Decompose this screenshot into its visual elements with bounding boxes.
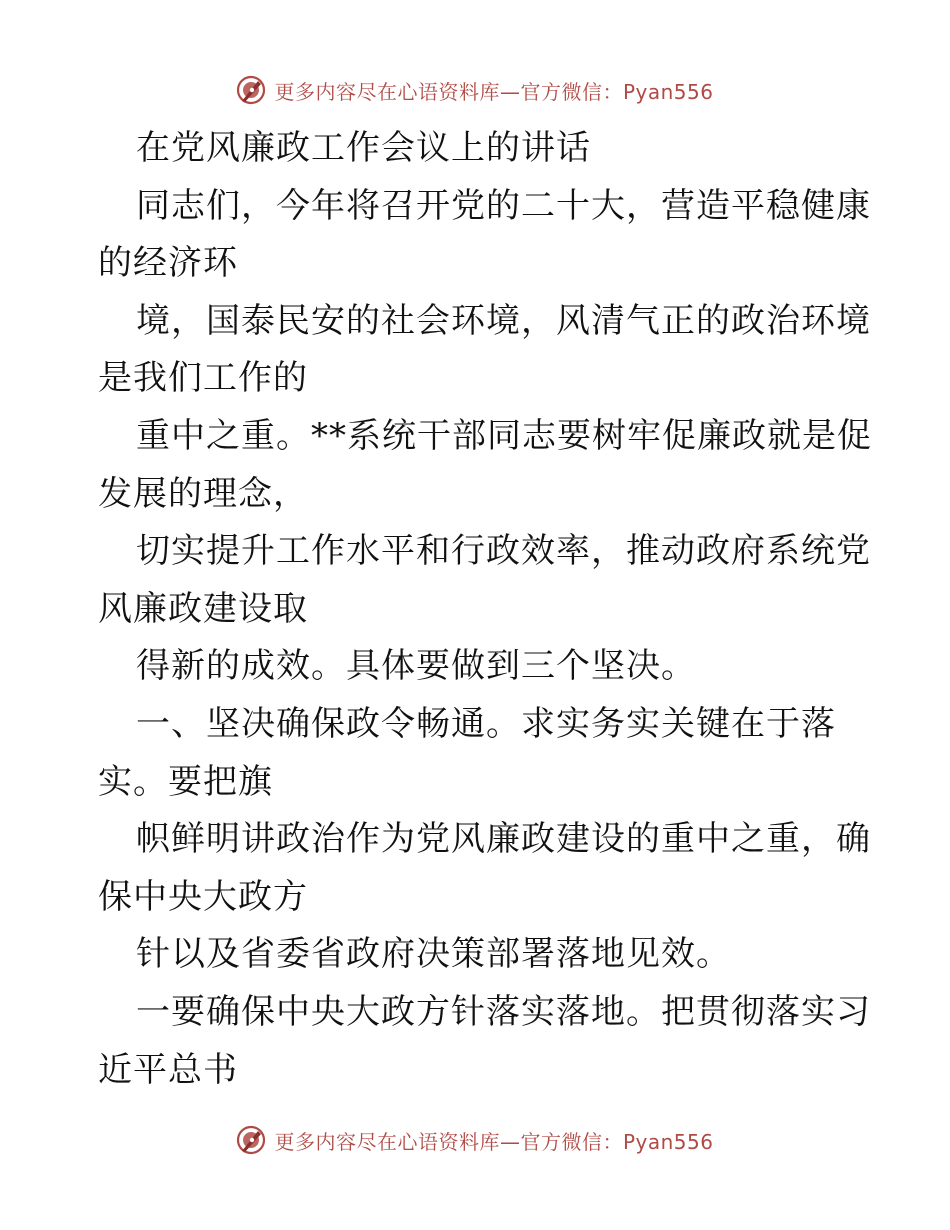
paragraph-line: 同志们，今年将召开党的二十大，营造平稳健康 <box>136 185 871 226</box>
document-body <box>98 120 872 1099</box>
paragraph-line: 保中央大政方 <box>98 876 308 917</box>
paragraph-line: 帜鲜明讲政治作为党风廉政建设的重中之重，确 <box>136 819 871 860</box>
paragraph-line: 是我们工作的 <box>98 358 308 399</box>
paragraph-line: 针以及省委省政府决策部署落地见效。 <box>136 934 731 975</box>
document-title: 在党风廉政工作会议上的讲话 <box>136 128 591 168</box>
paragraph-line: 的经济环 <box>98 243 238 284</box>
section-heading-line: 一、坚决确保政令畅通。求实务实关键在于落 <box>136 703 836 744</box>
paragraph-line: 境，国泰民安的社会环境，风清气正的政治环境 <box>136 300 871 341</box>
quill-logo-icon <box>236 1125 266 1155</box>
watermark-text: 更多内容尽在心语资料库—官方微信：Pyan556 <box>274 79 714 104</box>
paragraph-line: 一要确保中央大政方针落实落地。把贯彻落实习 <box>136 991 871 1032</box>
paragraph-line: 发展的理念， <box>98 473 308 514</box>
watermark-banner-bottom <box>0 1120 950 1160</box>
paragraph-line: 风廉政建设取 <box>98 588 308 629</box>
paragraph-line: 实。要把旗 <box>98 761 273 802</box>
paragraph-line: 得新的成效。具体要做到三个坚决。 <box>136 646 696 687</box>
watermark-banner-top <box>0 70 950 110</box>
paragraph-line: 近平总书 <box>98 1049 238 1090</box>
quill-logo-icon <box>236 75 266 105</box>
paragraph-line: 切实提升工作水平和行政效率，推动政府系统党 <box>136 531 871 572</box>
watermark-text: 更多内容尽在心语资料库—官方微信：Pyan556 <box>274 1129 714 1154</box>
paragraph-line: 重中之重。**系统干部同志要树牢促廉政就是促 <box>136 415 872 456</box>
